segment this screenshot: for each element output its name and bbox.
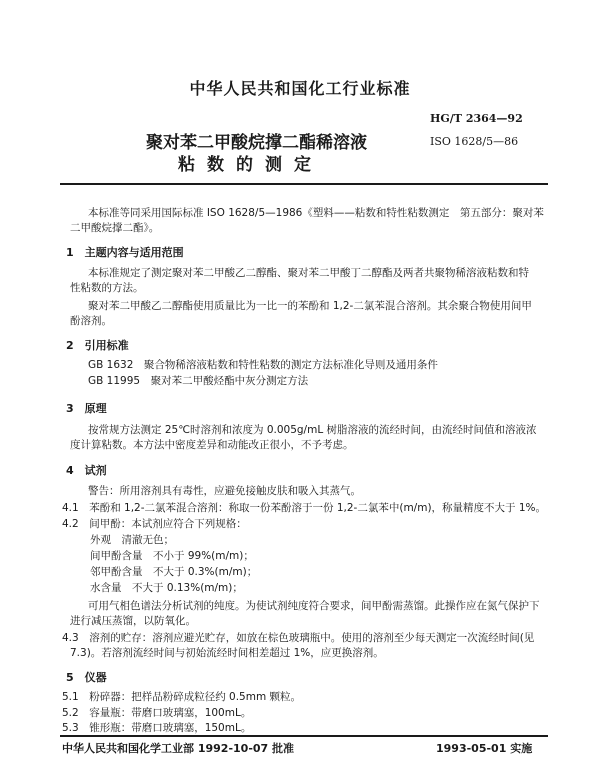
s5-item-5-3: 5.3 锥形瓶：带磨口玻璃塞，150mL。 [62, 722, 252, 734]
org-title: 中华人民共和国化工行业标准 [189, 79, 411, 98]
s5-item-5-1: 5.1 粉碎器：把样品粉碎成粒径约 0.5mm 颗粒。 [62, 691, 302, 703]
s4-gc-line2: 进行减压蒸馏，以防氧化。 [70, 615, 196, 627]
section-1-heading: 1 主题内容与适用范围 [66, 246, 184, 259]
reference-gb11995: GB 11995 聚对苯二甲酸烃酯中灰分测定方法 [88, 375, 309, 387]
standard-number: HG/T 2364—92 [430, 112, 523, 125]
s1-para1-line1: 本标准规定了测定聚对苯二甲酸乙二醇酯、聚对苯二甲酸丁二醇酯及两者共聚物稀溶液粘数和特 [88, 267, 529, 279]
s4-item-4-1: 4.1 苯酚和 1,2-二氯苯混合溶剂：称取一份苯酚溶于一份 1,2-二氯苯中(m/m)，称量精度不大于 1%。 [62, 502, 547, 514]
s4-item-4-2: 4.2 间甲酚：本试剂应符合下列规格： [62, 518, 247, 530]
section-3-heading: 3 原理 [66, 402, 107, 415]
approval-date: 中华人民共和国化学工业部 1992-10-07 批准 [62, 742, 295, 755]
document-subtitle: 粘数的测定 [178, 155, 323, 175]
s3-line2: 度计算粘数。本方法中密度差异和动能改正很小，不予考虑。 [70, 439, 354, 451]
iso-number: ISO 1628/5—86 [430, 135, 519, 148]
s4-gc-line1: 可用气相色谱法分析试剂的纯度。为使试剂纯度符合要求，间甲酚需蒸馏。此操作应在氮气保护下 [88, 600, 540, 612]
spec-m-cresol: 间甲酚含量 不小于 99%(m/m)； [90, 550, 254, 562]
implementation-date: 1993-05-01 实施 [436, 742, 533, 755]
spec-appearance: 外观 清澈无色； [90, 534, 174, 546]
s4-warning: 警告：所用溶剂具有毒性，应避免接触皮肤和吸入其蒸气。 [88, 485, 361, 497]
s4-item-4-3-line2: 7.3)。若溶剂流经时间与初始流经时间相差超过 1%，应更换溶剂。 [70, 647, 384, 659]
document-title: 聚对苯二甲酸烷撑二酯稀溶液 [146, 133, 367, 153]
s1-para1-line2: 性粘数的方法。 [70, 282, 144, 294]
reference-gb1632: GB 1632 聚合物稀溶液粘数和特性粘数的测定方法标准化导则及通用条件 [88, 359, 438, 371]
spec-water: 水含量 不大于 0.13%(m/m)； [90, 582, 243, 594]
intro-line-1: 本标准等同采用国际标准 ISO 1628/5—1986《塑料——粘数和特性粘数测定 第五部分：聚对苯 [88, 207, 544, 219]
header-divider [60, 183, 548, 185]
s1-para2-line1: 聚对苯二甲酸乙二醇酯使用质量比为一比一的苯酚和 1,2-二氯苯混合溶剂。其余聚合物使用间甲 [88, 300, 532, 312]
s3-line1: 按常规方法测定 25℃时溶剂和浓度为 0.005g/mL 树脂溶液的流经时间，由流经时间值和溶液浓 [88, 424, 537, 436]
s1-para2-line2: 酚溶剂。 [70, 315, 112, 327]
section-4-heading: 4 试剂 [66, 464, 107, 477]
section-2-heading: 2 引用标准 [66, 339, 129, 352]
section-5-heading: 5 仪器 [66, 671, 107, 684]
s4-item-4-3-line1: 4.3 溶剂的贮存：溶剂应避光贮存，如放在棕色玻璃瓶中。使用的溶剂至少每天测定一次流经时间(见 [62, 632, 535, 644]
s5-item-5-2: 5.2 容量瓶：带磨口玻璃塞，100mL。 [62, 707, 252, 719]
intro-line-2: 二甲酸烷撑二酯》。 [70, 222, 160, 234]
footer-divider [60, 735, 548, 737]
spec-o-cresol: 邻甲酚含量 不大于 0.3%(m/m)； [90, 566, 258, 578]
